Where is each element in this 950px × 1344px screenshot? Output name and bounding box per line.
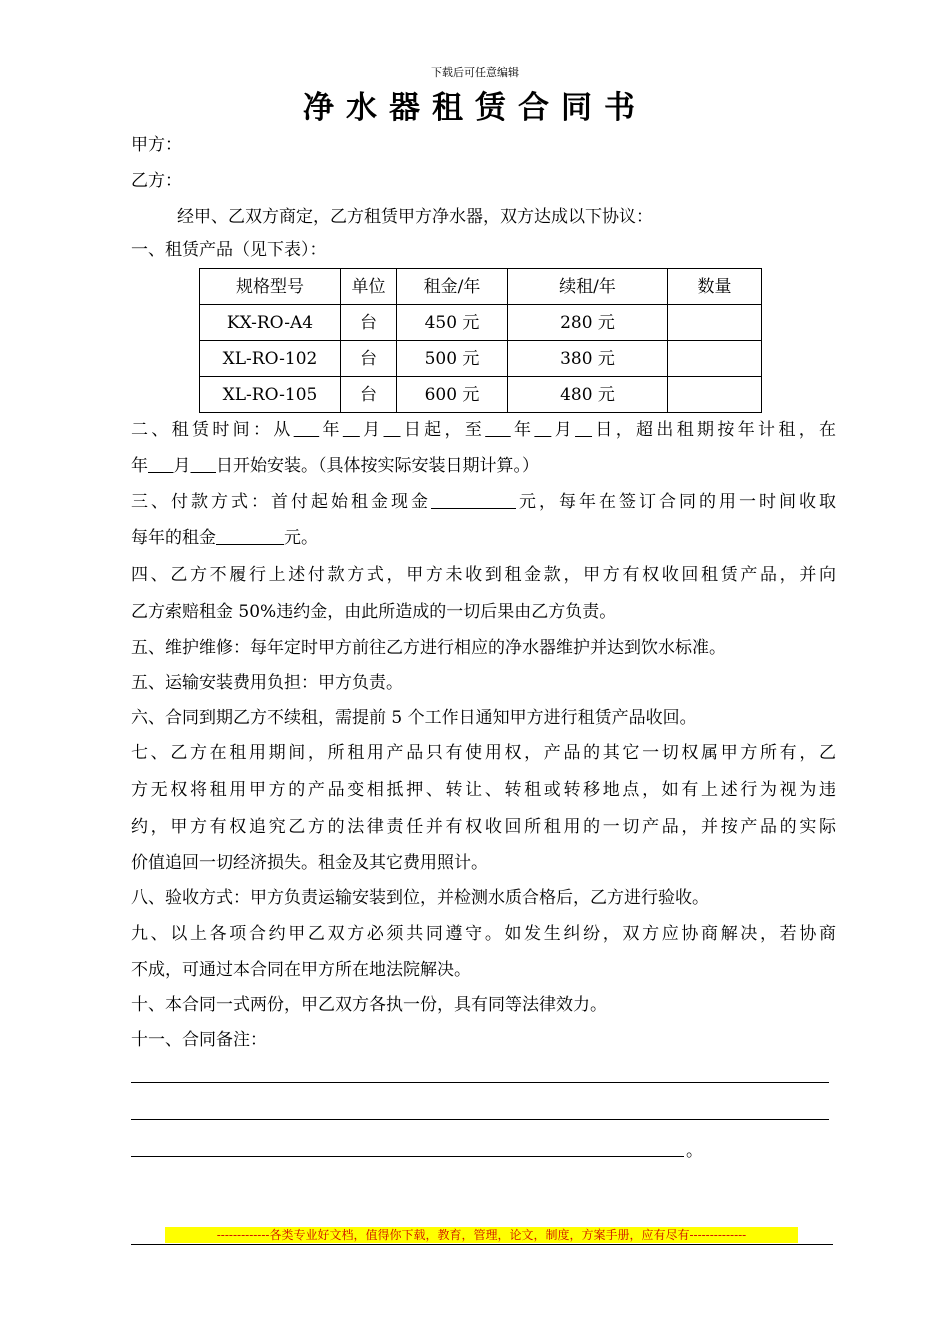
lease-products-table	[199, 268, 762, 413]
section-5-transport: 五、运输安装费用负担：甲方负责。	[131, 673, 403, 693]
footer-divider	[131, 1244, 833, 1245]
header-renewal: 续租/年	[508, 269, 668, 305]
section-7-line-1: 七、乙方在租用期间，所租用产品只有使用权，产品的其它一切权属甲方所有，乙	[131, 743, 836, 763]
section-7-line-4: 价值追回一切经济损失。租金及其它费用照计。	[131, 853, 488, 873]
cell-renewal: 280 元	[508, 305, 668, 341]
cell-renewal: 380 元	[508, 341, 668, 377]
cell-rent: 450 元	[397, 305, 508, 341]
cell-unit: 台	[341, 377, 397, 413]
cell-unit: 台	[341, 305, 397, 341]
footer-banner: -------------各类专业好文档，值得你下载，教育，管理，论文，制度，方案手册，应有尽有--------------	[165, 1227, 798, 1243]
table-row	[200, 341, 762, 377]
remarks-line	[131, 1156, 684, 1157]
cell-rent: 500 元	[397, 341, 508, 377]
header-note: 下载后可任意编辑	[431, 66, 519, 79]
section-5-maintenance: 五、维护维修：每年定时甲方前往乙方进行相应的净水器维护并达到饮水标准。	[131, 638, 726, 658]
table-row	[200, 305, 762, 341]
cell-model: KX-RO-A4	[200, 305, 341, 341]
party-b-label: 乙方：	[131, 171, 182, 191]
section-4-line-2: 乙方索赔租金 50%违约金，由此所造成的一切后果由乙方负责。	[131, 602, 617, 622]
section-9-line-2: 不成，可通过本合同在甲方所在地法院解决。	[131, 960, 471, 980]
table-header-row	[200, 269, 762, 305]
section-1-heading: 一、租赁产品（见下表）：	[131, 240, 327, 260]
section-10: 十、本合同一式两份，甲乙双方各执一份，具有同等法律效力。	[131, 995, 607, 1015]
header-unit: 单位	[341, 269, 397, 305]
cell-quantity	[668, 341, 762, 377]
cell-unit: 台	[341, 341, 397, 377]
header-quantity: 数量	[668, 269, 762, 305]
header-model: 规格型号	[200, 269, 341, 305]
document-title: 净水器租赁合同书	[303, 90, 647, 126]
section-2-line-2: 年 月 日开始安装。（具体按实际安装日期计算。）	[131, 456, 539, 476]
section-7-line-2: 方无权将租用甲方的产品变相抵押、转让、转租或转移地点，如有上述行为视为违	[131, 780, 836, 800]
cell-renewal: 480 元	[508, 377, 668, 413]
section-6: 六、合同到期乙方不续租，需提前 5 个工作日通知甲方进行租赁产品收回。	[131, 708, 697, 728]
section-7-line-3: 约，甲方有权追究乙方的法律责任并有权收回所租用的一切产品，并按产品的实际	[131, 817, 836, 837]
section-8: 八、验收方式：甲方负责运输安装到位，并检测水质合格后，乙方进行验收。	[131, 888, 709, 908]
section-4-line-1: 四、乙方不履行上述付款方式，甲方未收到租金款，甲方有权收回租赁产品，并向	[131, 565, 836, 585]
section-3-line-2: 每年的租金 元。	[131, 528, 318, 548]
cell-quantity	[668, 377, 762, 413]
party-a-label: 甲方：	[131, 135, 182, 155]
intro-text: 经甲、乙双方商定，乙方租赁甲方净水器，双方达成以下协议：	[177, 207, 653, 227]
remarks-line	[131, 1119, 829, 1120]
section-3-line-1: 三、付款方式：首付起始租金现金 元，每年在签订合同的用一时间收取	[131, 492, 836, 512]
section-11-heading: 十一、合同备注：	[131, 1030, 267, 1050]
section-9-line-1: 九、以上各项合约甲乙双方必须共同遵守。如发生纠纷，双方应协商解决，若协商	[131, 924, 836, 944]
section-2-line-1: 二、租赁时间：从 年 月 日起，至 年 月 日，超出租期按年计租，在	[131, 420, 837, 440]
remarks-line	[131, 1082, 829, 1083]
table-row	[200, 377, 762, 413]
cell-model: XL-RO-102	[200, 341, 341, 377]
cell-rent: 600 元	[397, 377, 508, 413]
cell-model: XL-RO-105	[200, 377, 341, 413]
cell-quantity	[668, 305, 762, 341]
header-rent: 租金/年	[397, 269, 508, 305]
remarks-end-period: 。	[686, 1141, 703, 1161]
